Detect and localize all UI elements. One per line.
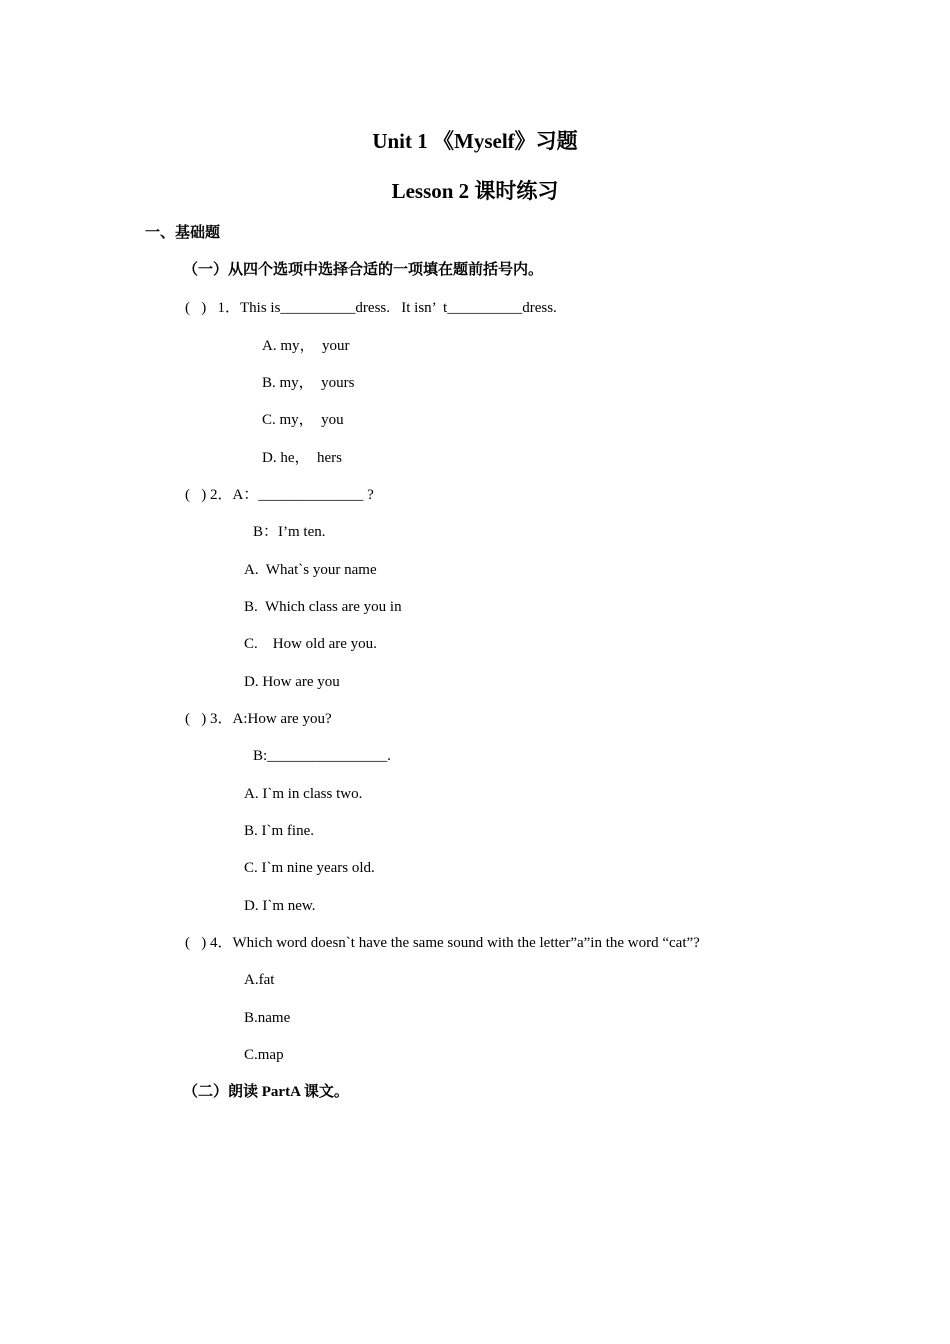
answer-option: B.name (244, 1010, 291, 1026)
answer-option: B. I`m fine. (244, 823, 314, 839)
answer-option: A. I`m in class two. (244, 786, 363, 802)
answer-option: D. How are you (244, 674, 340, 690)
dialogue-line: B：I’m ten. (253, 524, 326, 540)
question-stem: ( ) 1．This is__________dress. It isn’ t__________dress. (185, 300, 557, 316)
answer-option: C. my， you (262, 412, 344, 428)
answer-option: B. my， yours (262, 375, 355, 391)
question-stem: ( ) 2．A：______________ ? (185, 487, 374, 503)
question-stem: ( ) 4．Which word doesn`t have the same sound with the letter”a”in the word “cat”? (185, 935, 700, 951)
document-title: Unit 1 《Myself》习题 (372, 129, 578, 153)
question-stem: ( ) 3．A:How are you? (185, 711, 332, 727)
part-instruction: （一）从四个选项中选择合适的一项填在题前括号内。 (183, 262, 544, 278)
answer-option: A. my， your (262, 338, 350, 354)
answer-option: C. How old are you. (244, 636, 377, 652)
answer-option: A. What`s your name (244, 562, 377, 578)
document-subtitle: Lesson 2 课时练习 (391, 179, 559, 203)
part-instruction: （二）朗读 PartA 课文。 (183, 1084, 349, 1100)
answer-option: D. I`m new. (244, 898, 316, 914)
answer-option: C. I`m nine years old. (244, 860, 375, 876)
section-heading: 一、基础题 (145, 225, 221, 241)
answer-option: B. Which class are you in (244, 599, 402, 615)
answer-option: D. he， hers (262, 450, 342, 466)
answer-option: A.fat (244, 972, 275, 988)
dialogue-line: B:________________. (253, 748, 391, 764)
answer-option: C.map (244, 1047, 284, 1063)
